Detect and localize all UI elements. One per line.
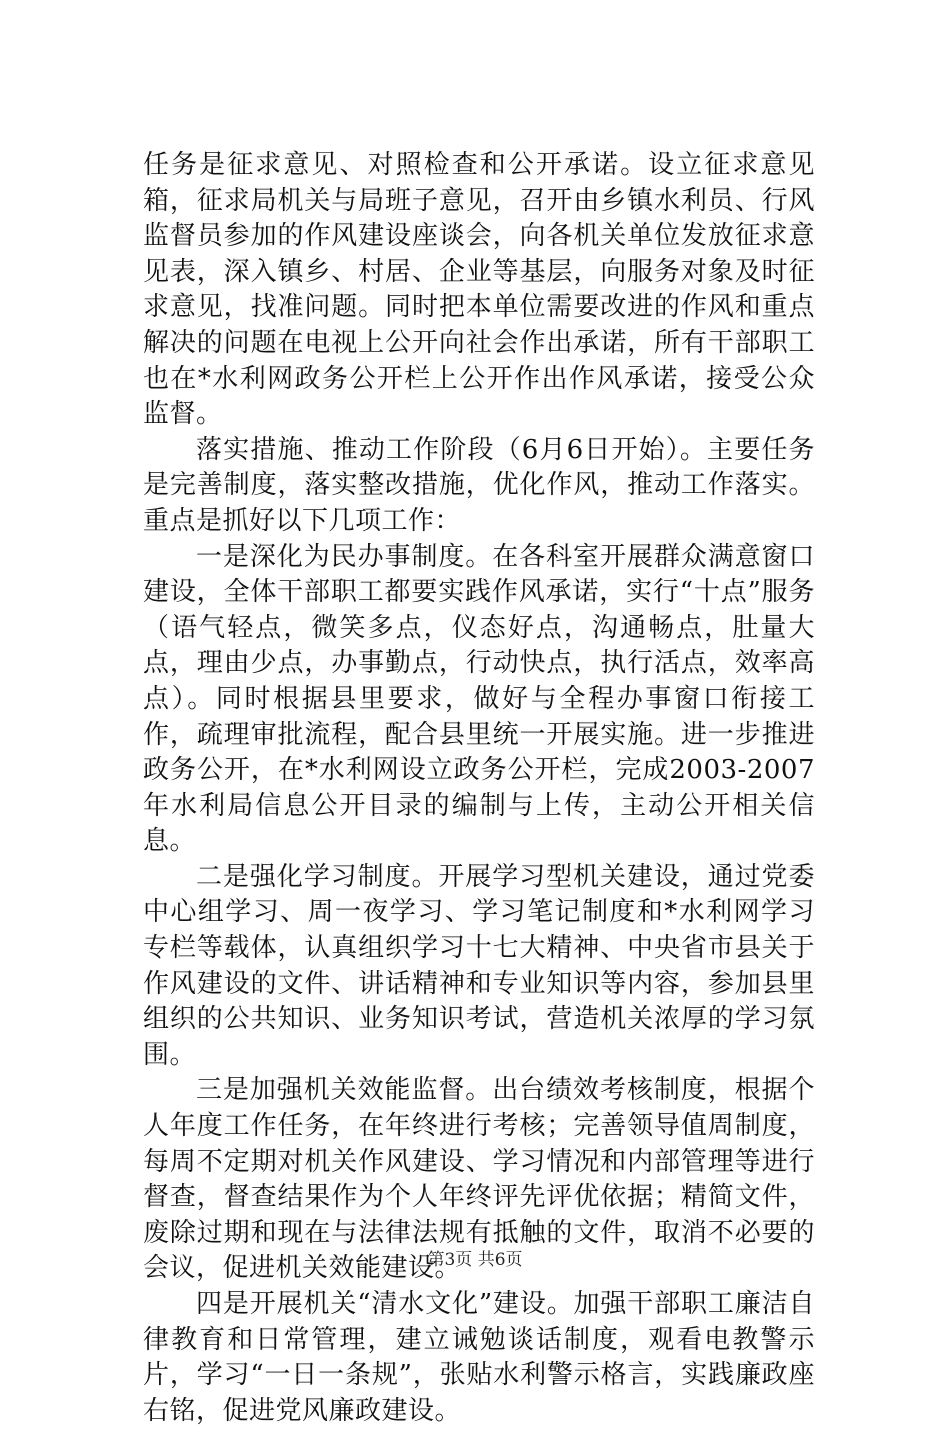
paragraph-1: 任务是征求意见、对照检查和公开承诺。设立征求意见箱，征求局机关与局班子意见，召开由乡镇水利员、行风监督员参加的作风建设座谈会，向各机关单位发放征求意见表，深入镇乡、村居、企业等基层，向服务对象及时征求意见，找准问题。同时把本单位需要改进的作风和重点解决的问题在电视上公开向社会作出承诺，所有干部职工也在*水利网政务公开栏上公开作出作风承诺，接受公众监督。 <box>143 150 815 430</box>
page-footer: 第3页 共6页 <box>427 1250 523 1270</box>
document-body <box>143 148 815 1429</box>
paragraph-2: 落实措施、推动工作阶段（6月6日开始）。主要任务是完善制度，落实整改措施，优化作风，推动工作落实。重点是抓好以下几项工作： <box>143 434 815 536</box>
paragraph-5: 三是加强机关效能监督。出台绩效考核制度，根据个人年度工作任务，在年终进行考核；完善领导值周制度，每周不定期对机关作风建设、学习情况和内部管理等进行督查，督查结果作为个人年终评先评优依据；精简文件，废除过期和现在与法律法规有抵触的文件，取消不必要的会议，促进机关效能建设。 <box>143 1075 815 1284</box>
paragraph-6: 四是开展机关“清水文化”建设。加强干部职工廉洁自律教育和日常管理，建立诫勉谈话制度，观看电教警示片，学习“一日一条规”，张贴水利警示格言，实践廉政座右铭，促进党风廉政建设。 <box>143 1289 815 1426</box>
paragraph-4: 二是强化学习制度。开展学习型机关建设，通过党委中心组学习、周一夜学习、学习笔记制度和*水利网学习专栏等载体，认真组织学习十七大精神、中央省市县关于作风建设的文件、讲话精神和专业知识等内容，参加县里组织的公共知识、业务知识考试，营造机关浓厚的学习氛围。 <box>143 861 815 1070</box>
paragraph-3: 一是深化为民办事制度。在各科室开展群众满意窗口建设，全体干部职工都要实践作风承诺，实行“十点”服务（语气轻点，微笑多点，仪态好点，沟通畅点，肚量大点，理由少点，办事勤点，行动快点，执行活点，效率高点）。同时根据县里要求，做好与全程办事窗口衔接工作，疏理审批流程，配合县里统一开展实施。进一步推进政务公开，在*水利网设立政务公开栏，完成2003-2007年水利局信息公开目录的编制与上传，主动公开相关信息。 <box>143 541 815 857</box>
